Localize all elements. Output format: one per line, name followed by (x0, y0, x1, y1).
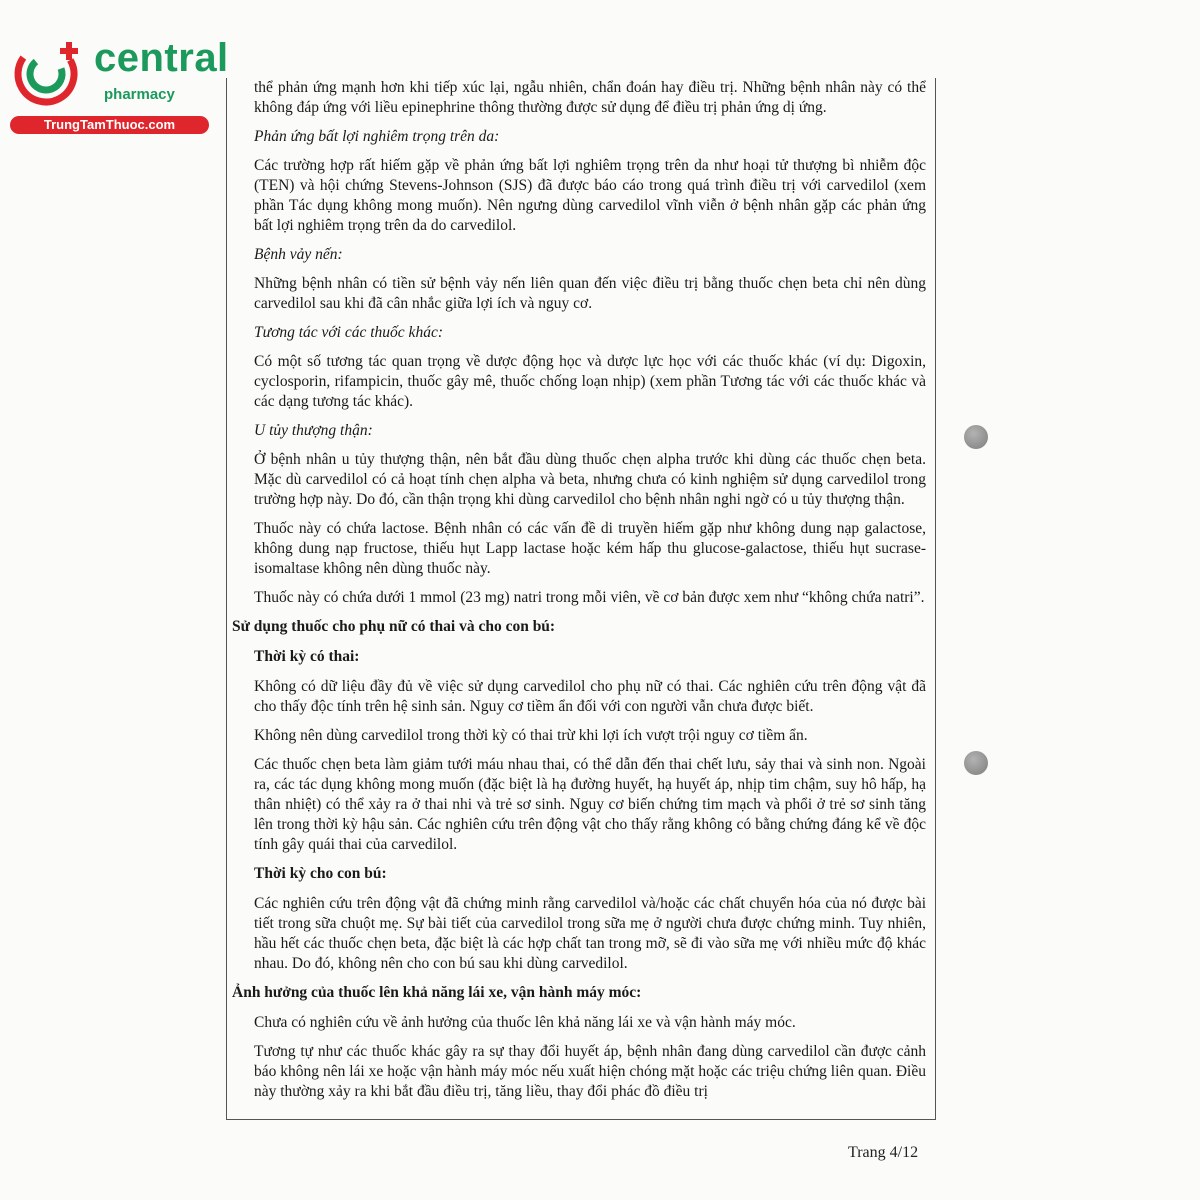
subheading-lactation: Thời kỳ cho con bú: (254, 865, 387, 882)
central-pharmacy-logo (10, 36, 229, 138)
heading-psoriasis: Bệnh vảy nến: (254, 246, 343, 263)
subheading-pregnancy: Thời kỳ có thai: (254, 648, 360, 665)
heading-pheochromocytoma: U tủy thượng thận: (254, 422, 373, 439)
page-number: Trang 4/12 (848, 1144, 919, 1161)
section-heading-driving: Ảnh hưởng của thuốc lên khả năng lái xe, vận hành máy móc: (232, 984, 642, 1001)
logo-brand-text: central (94, 36, 229, 80)
paragraph-pregnancy-1: Không có dữ liệu đầy đủ về việc sử dụng carvedilol cho phụ nữ có thai. Các nghiên cứu trên động vật đã cho thấy độc tính trên hệ sinh sản. Nguy cơ tiềm ẩn đối với con người vẫn chưa được biết. (254, 678, 926, 715)
binder-hole-lower (964, 751, 988, 775)
paragraph-driving-1: Chưa có nghiên cứu về ảnh hưởng của thuốc lên khả năng lái xe và vận hành máy móc. (254, 1014, 796, 1031)
paragraph-pregnancy-2: Không nên dùng carvedilol trong thời kỳ có thai trừ khi lợi ích vượt trội nguy cơ tiềm ẩn. (254, 727, 808, 744)
paragraph-skin-reactions: Các trường hợp rất hiếm gặp về phản ứng bất lợi nghiêm trọng trên da như hoại tử thượng bì nhiễm độc (TEN) và hội chứng Stevens-Johnson (SJS) đã được báo cáo trong quá trình điều trị với carvedilol (xem phần Tác dụng không mong muốn). Nên ngưng dùng carvedilol vĩnh viễn ở bệnh nhân gặp các phản ứng bất lợi nghiêm trọng trên da do carvedilol. (254, 157, 926, 234)
logo-sub-text: pharmacy (104, 86, 175, 103)
logo-url-badge: TrungTamThuoc.com (10, 116, 209, 134)
paragraph-lactose: Thuốc này có chứa lactose. Bệnh nhân có các vấn đề di truyền hiếm gặp như không dung nạp galactose, không dung nạp fructose, thiếu hụt Lapp lactase hoặc kém hấp thu glucose-galactose, thiếu hụt sucrase-isomaltase không nên dùng thuốc này. (254, 520, 926, 577)
paragraph-sodium: Thuốc này có chứa dưới 1 mmol (23 mg) natri trong mỗi viên, về cơ bản được xem như “không chứa natri”. (254, 589, 925, 606)
binder-hole-upper (964, 425, 988, 449)
paragraph-pregnancy-3: Các thuốc chẹn beta làm giảm tưới máu nhau thai, có thể dẫn đến thai chết lưu, sảy thai và sinh non. Ngoài ra, các tác dụng không mong muốn (đặc biệt là hạ đường huyết, hạ huyết áp, nhịp tim chậm, suy hô hấp, hạ thân nhiệt) có thể xảy ra ở thai nhi và trẻ sơ sinh. Nguy cơ biến chứng tim mạch và phổi ở trẻ sơ sinh tăng lên trong thời kỳ hậu sản. Các nghiên cứu trên động vật cho thấy rằng không có bằng chứng đáng kể về độc tính gây quái thai của carvedilol. (254, 756, 926, 853)
document-body (232, 78, 926, 1111)
section-heading-pregnancy-lactation: Sử dụng thuốc cho phụ nữ có thai và cho con bú: (232, 618, 556, 635)
heading-interactions: Tương tác với các thuốc khác: (254, 324, 443, 341)
paragraph-driving-2: Tương tự như các thuốc khác gây ra sự thay đổi huyết áp, bệnh nhân đang dùng carvedilol cần được cảnh báo không nên lái xe hoặc vận hành máy móc nếu xuất hiện chóng mặt hoặc các triệu chứng liên quan. Điều này thường xảy ra khi bắt đầu điều trị, tăng liều, thay đổi phác đồ điều trị (254, 1043, 926, 1100)
paragraph-psoriasis: Những bệnh nhân có tiền sử bệnh vảy nến liên quan đến việc điều trị bằng thuốc chẹn beta chỉ nên dùng carvedilol sau khi đã cân nhắc giữa lợi ích và nguy cơ. (254, 275, 926, 312)
pharmacy-logo-icon (10, 36, 90, 108)
paragraph-interactions: Có một số tương tác quan trọng về dược động học và dược lực học với các thuốc khác (ví dụ: Digoxin, cyclosporin, rifampicin, thuốc gây mê, thuốc chống loạn nhịp) (xem phần Tương tác với các thuốc khác và các dạng tương tác khác). (254, 353, 926, 410)
heading-skin-reactions: Phản ứng bất lợi nghiêm trọng trên da: (254, 128, 500, 145)
paragraph-pheochromocytoma: Ở bệnh nhân u tủy thượng thận, nên bắt đầu dùng thuốc chẹn alpha trước khi dùng các thuốc chẹn beta. Mặc dù carvedilol có cả hoạt tính chẹn alpha và beta, nhưng chưa có kinh nghiệm sử dụng carvedilol trong trường hợp này. Do đó, cần thận trọng khi dùng carvedilol cho bệnh nhân nghi ngờ có u tủy thượng thận. (254, 451, 926, 508)
paragraph-lactation: Các nghiên cứu trên động vật đã chứng minh rằng carvedilol và/hoặc các chất chuyển hóa của nó được bài tiết trong sữa chuột mẹ. Sự bài tiết của carvedilol trong sữa mẹ ở người chưa được chứng minh. Tuy nhiên, hầu hết các thuốc chẹn beta, đặc biệt là các hợp chất tan trong mỡ, sẽ đi vào sữa mẹ với nhiều mức độ khác nhau. Do đó, không nên cho con bú sau khi dùng carvedilol. (254, 895, 926, 972)
paragraph-epinephrine: thể phản ứng mạnh hơn khi tiếp xúc lại, ngẫu nhiên, chẩn đoán hay điều trị. Những bệnh nhân này có thể không đáp ứng với liều epinephrine thông thường được sử dụng để điều trị phản ứng dị ứng. (254, 79, 926, 116)
